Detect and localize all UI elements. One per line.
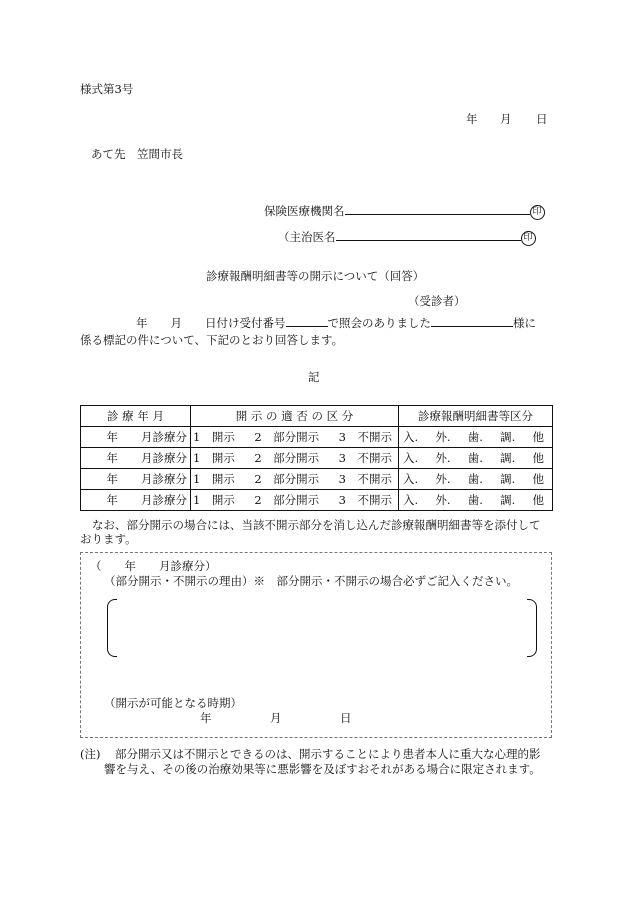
option-nondisclose[interactable]: 3 不開示: [338, 430, 392, 444]
header-category: 診療報酬明細書等区分: [399, 406, 553, 427]
box-date-year: 年: [200, 711, 212, 725]
institution-row: [264, 203, 545, 220]
document-title: 診療報酬明細書等の開示について（回答）: [206, 269, 425, 283]
option-disclose[interactable]: 1 開示: [193, 493, 235, 507]
option-disclose[interactable]: 1 開示: [193, 472, 235, 486]
footnote-label: (注): [80, 747, 101, 761]
category-other[interactable]: 他: [532, 451, 544, 465]
box-possible-date-label: （開示が可能となる時期）: [104, 696, 242, 710]
seal-mark: 印: [521, 231, 536, 246]
intro-line-2: 係る標記の件について、下記のとおり回答します。: [80, 333, 344, 347]
option-partial[interactable]: 2 部分開示: [254, 430, 320, 444]
doctor-label: （主治医名: [278, 230, 336, 244]
table-row: [81, 490, 553, 511]
period-cell: 年 月診療分: [81, 469, 191, 490]
disclosure-table: [80, 405, 553, 511]
category-outpatient[interactable]: 外.: [435, 493, 451, 507]
category-other[interactable]: 他: [532, 493, 544, 507]
category-options: [399, 448, 553, 469]
header-disclosure: 開 示 の 適 否 の 区 分: [191, 406, 399, 427]
category-inpatient[interactable]: 入.: [403, 451, 419, 465]
table-header-row: [81, 406, 553, 427]
category-outpatient[interactable]: 外.: [435, 472, 451, 486]
intro-date: 年 月 日付け受付番号: [136, 316, 286, 330]
category-options: [399, 427, 553, 448]
period-cell: 年 月診療分: [81, 490, 191, 511]
table-row: [81, 427, 553, 448]
receipt-number-field[interactable]: [286, 315, 328, 327]
category-dental[interactable]: 歯.: [467, 472, 483, 486]
category-options: [399, 469, 553, 490]
ki-heading: 記: [308, 370, 320, 384]
option-disclose[interactable]: 1 開示: [193, 430, 235, 444]
period-cell: 年 月診療分: [81, 448, 191, 469]
option-nondisclose[interactable]: 3 不開示: [338, 451, 392, 465]
category-options: [399, 490, 553, 511]
date-month: 月: [500, 112, 512, 126]
seal-mark: 印: [530, 205, 545, 220]
option-disclose[interactable]: 1 開示: [193, 451, 235, 465]
box-date-day: 日: [340, 711, 352, 725]
category-dental[interactable]: 歯.: [467, 430, 483, 444]
option-nondisclose[interactable]: 3 不開示: [338, 472, 392, 486]
institution-label: 保険医療機関名: [264, 204, 345, 218]
reason-bracket-right: [527, 599, 537, 657]
reason-input-area[interactable]: [120, 606, 520, 650]
option-partial[interactable]: 2 部分開示: [254, 493, 320, 507]
intro-line-1: [136, 315, 536, 330]
disclosure-options: [191, 469, 399, 490]
box-period: （ 年 月診療分）: [90, 559, 217, 573]
header-period: 診 療 年 月: [81, 406, 191, 427]
form-number: 様式第3号: [80, 82, 134, 96]
intro-sama: 様に: [513, 316, 536, 330]
category-inpatient[interactable]: 入.: [403, 472, 419, 486]
category-inpatient[interactable]: 入.: [403, 493, 419, 507]
footnote-line-1: 部分開示又は不開示とできるのは、開示することにより患者本人に重大な心理的影: [115, 747, 541, 761]
category-pharmacy[interactable]: 調.: [500, 472, 516, 486]
date-day: 日: [536, 112, 548, 126]
period-cell: 年 月診療分: [81, 427, 191, 448]
category-other[interactable]: 他: [532, 430, 544, 444]
category-outpatient[interactable]: 外.: [435, 451, 451, 465]
table-row: [81, 469, 553, 490]
option-partial[interactable]: 2 部分開示: [254, 472, 320, 486]
attach-note-line-2: おります。: [80, 532, 137, 546]
patient-label: （受診者）: [408, 294, 466, 308]
date-year: 年: [466, 112, 478, 126]
disclosure-options: [191, 427, 399, 448]
patient-name-field[interactable]: [431, 315, 513, 327]
category-pharmacy[interactable]: 調.: [500, 430, 516, 444]
addressee: あて先 笠間市長: [91, 147, 183, 161]
category-dental[interactable]: 歯.: [467, 493, 483, 507]
category-dental[interactable]: 歯.: [467, 451, 483, 465]
category-pharmacy[interactable]: 調.: [500, 493, 516, 507]
category-pharmacy[interactable]: 調.: [500, 451, 516, 465]
disclosure-options: [191, 490, 399, 511]
institution-name-field[interactable]: [345, 203, 530, 215]
category-inpatient[interactable]: 入.: [403, 430, 419, 444]
disclosure-options: [191, 448, 399, 469]
box-date-month: 月: [270, 711, 282, 725]
option-nondisclose[interactable]: 3 不開示: [338, 493, 392, 507]
category-outpatient[interactable]: 外.: [435, 430, 451, 444]
box-reason-label: （部分開示・不開示の理由）※ 部分開示・不開示の場合必ずご記入ください。: [104, 574, 518, 588]
doctor-row: [278, 229, 536, 246]
table-row: [81, 448, 553, 469]
option-partial[interactable]: 2 部分開示: [254, 451, 320, 465]
category-other[interactable]: 他: [532, 472, 544, 486]
doctor-name-field[interactable]: [336, 229, 521, 241]
attach-note-line-1: なお、部分開示の場合には、当該不開示部分を消し込んだ診療報酬明細書等を添付して: [92, 518, 541, 532]
footnote-line-2: 響を与え、その後の治療効果等に悪影響を及ぼすおそれがある場合に限定されます。: [104, 762, 541, 776]
intro-inquiry: で照会のありました: [327, 316, 431, 330]
reason-bracket-left: [107, 599, 117, 657]
